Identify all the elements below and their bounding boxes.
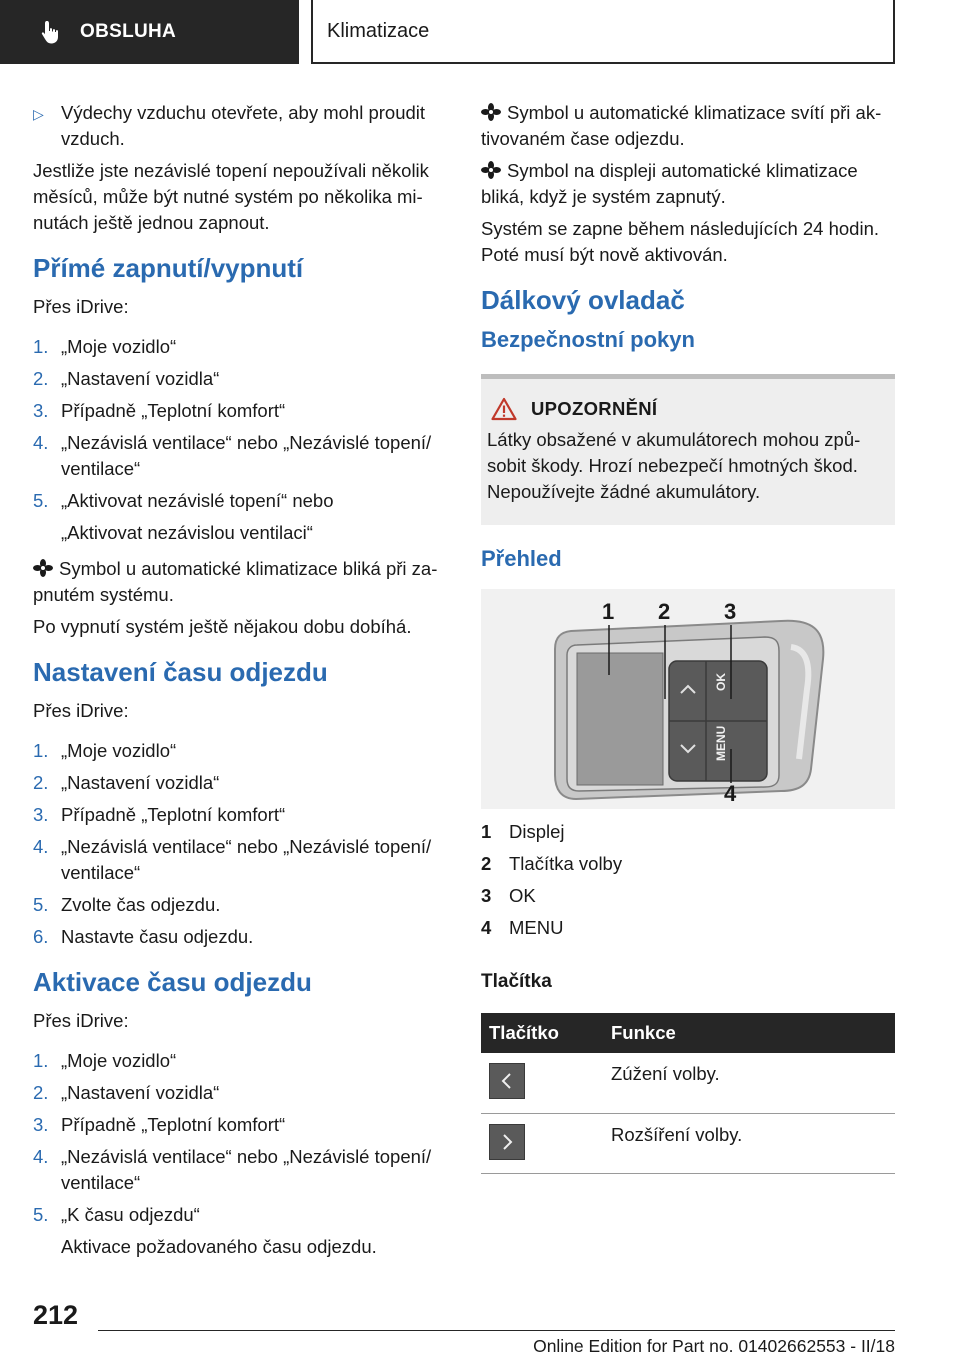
intro-bullet <box>33 100 448 152</box>
heading-safety: Bezpečnostní pokyn <box>481 327 695 352</box>
after-off-note: Po vypnutí systém ještě nějakou dobu dobíhá. <box>33 616 412 637</box>
list-item: 4. „Nezávislá ventilace“ nebo „Nezávislé topení/ ventilace“ <box>33 836 432 883</box>
table-cell-function: Zúžení volby. <box>603 1053 895 1113</box>
list-item: 5. Zvolte čas odjezdu. <box>33 894 221 915</box>
list-item: 5. „K času odjezdu“ Aktivace požadovaného času odjezdu. <box>33 1204 377 1257</box>
callout-3: 3 <box>724 599 737 624</box>
warning-box <box>481 374 895 525</box>
fan-icon <box>481 103 501 121</box>
list-item: 2. „Nastavení vozidla“ <box>33 772 220 793</box>
table-row <box>481 1113 895 1173</box>
list-item: 4 MENU <box>481 917 564 938</box>
buttons-table <box>481 1013 895 1174</box>
ok-button-label: OK <box>714 673 728 691</box>
list-item: 3 OK <box>481 885 536 906</box>
list-item: 5. „Aktivovat nezávislé topení“ nebo „Aktivovat nezávislou ventilaci“ <box>33 490 334 543</box>
footer-divider <box>98 1330 895 1331</box>
table-cell-function: Rozšíření volby. <box>603 1113 895 1173</box>
chevron-right-icon <box>489 1124 525 1160</box>
page-number: 212 <box>33 1300 79 1330</box>
figure-legend <box>481 819 895 941</box>
list-item: 1. „Moje vozidlo“ <box>33 740 177 761</box>
callout-1: 1 <box>602 599 615 624</box>
heading-buttons: Tlačítka <box>481 971 552 992</box>
via-idrive-3: Přes iDrive: <box>33 1010 129 1031</box>
left-column <box>33 100 448 1270</box>
callout-4: 4 <box>724 781 737 806</box>
via-idrive-2: Přes iDrive: <box>33 700 129 721</box>
table-header-button: Tlačítko <box>481 1013 603 1053</box>
remote-control-illustration <box>481 589 895 809</box>
list-item: 6. Nastavte času odjezdu. <box>33 926 254 947</box>
activation-paragraph: Systém se zapne během následujících 24 hodin. Poté musí být nově aktivován. <box>481 218 879 265</box>
intro-bullet-text: Výdechy vzduchu otevřete, aby mohl proudit vzduch. <box>61 102 426 149</box>
steps-direct-switch <box>33 334 448 546</box>
list-item: 1. „Moje vozidlo“ <box>33 336 177 357</box>
steps-departure-setting <box>33 738 448 950</box>
symbol-note-flash: Symbol u automatické klimatizace bliká při za-pnutém systému. <box>33 558 438 605</box>
warning-text: Látky obsažené v akumulátorech mohou způ-sobit škody. Hrozí nebezpečí hmotných škod. Nepoužívejte žádné akumulátory. <box>487 429 861 502</box>
header-section-tab <box>0 0 299 64</box>
heading-departure-setting: Nastavení času odjezdu <box>33 657 328 687</box>
steps-departure-activation <box>33 1048 448 1260</box>
fan-icon <box>33 559 53 577</box>
heading-overview: Přehled <box>481 546 562 571</box>
list-item: 1 Displej <box>481 821 565 842</box>
list-item: 3. Případně „Teplotní komfort“ <box>33 804 286 825</box>
callout-2: 2 <box>658 599 671 624</box>
list-item: 2. „Nastavení vozidla“ <box>33 1082 220 1103</box>
heading-direct-switch: Přímé zapnutí/vypnutí <box>33 253 304 283</box>
chevron-left-icon <box>489 1063 525 1099</box>
heading-departure-activation: Aktivace času odjezdu <box>33 967 312 997</box>
list-item: 4. „Nezávislá ventilace“ nebo „Nezávislé topení/ ventilace“ <box>33 1146 432 1193</box>
edition-note: Online Edition for Part no. 01402662553 - II/18 <box>533 1336 895 1356</box>
list-item: 3. Případně „Teplotní komfort“ <box>33 400 286 421</box>
via-idrive-1: Přes iDrive: <box>33 296 129 317</box>
table-row <box>481 1053 895 1113</box>
heading-remote: Dálkový ovladač <box>481 285 685 315</box>
section-label: OBSLUHA <box>80 21 177 42</box>
warning-triangle-icon <box>491 397 517 421</box>
remote-control-figure <box>481 589 895 809</box>
triangle-bullet-icon: ▷ <box>33 106 44 122</box>
warning-title: UPOZORNĚNÍ <box>531 398 658 419</box>
fan-icon <box>481 161 501 179</box>
intro-paragraph: Jestliže jste nezávislé topení nepoužívali několik měsíců, může být nutné systém po několika mi-nutách ještě jednou zapnout. <box>33 160 429 233</box>
symbol-note-lit: Symbol u automatické klimatizace svítí při ak-tivovaném čase odjezdu. <box>481 102 882 149</box>
table-header-function: Funkce <box>603 1013 895 1053</box>
symbol-note-display: Symbol na displeji automatické klimatizace bliká, když je systém zapnutý. <box>481 160 858 207</box>
list-item: 1. „Moje vozidlo“ <box>33 1050 177 1071</box>
menu-button-label: MENU <box>714 725 728 761</box>
list-item: 2 Tlačítka volby <box>481 853 623 874</box>
hand-pointer-icon <box>38 19 64 45</box>
chapter-title: Klimatizace <box>327 19 430 42</box>
list-item: 4. „Nezávislá ventilace“ nebo „Nezávislé topení/ ventilace“ <box>33 432 432 479</box>
right-column <box>481 100 895 1174</box>
list-item: 3. Případně „Teplotní komfort“ <box>33 1114 286 1135</box>
header-chapter-tab <box>311 0 895 64</box>
list-item: 2. „Nastavení vozidla“ <box>33 368 220 389</box>
